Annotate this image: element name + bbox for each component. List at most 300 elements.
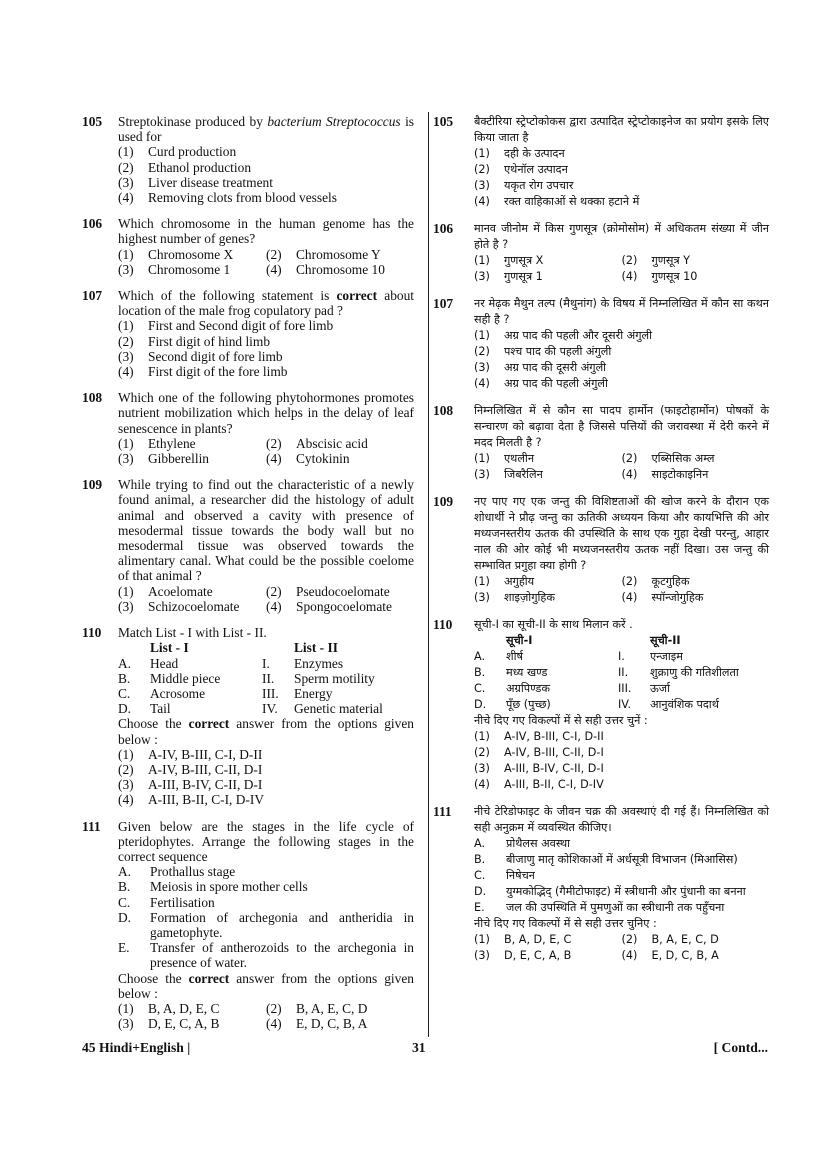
question-number: 111	[433, 804, 452, 819]
question-text: निम्नलिखित में से कौन सा पादप हार्मोन (फाइटोहार्मोन) पोषकों के सन्चारण को बढ़ावा देता है जिससे पत्तियों की जरावस्था में देरी करने में मदद मिलती है ?	[474, 404, 769, 449]
option	[118, 175, 414, 190]
option-text: जिबरैलिन	[504, 468, 543, 481]
spacer	[262, 640, 294, 655]
option-number: (1)	[118, 435, 134, 451]
option	[266, 584, 414, 599]
list-1-heading: List - I	[150, 640, 189, 656]
option-text: A-III, B-II, C-I, D-IV	[504, 778, 604, 791]
list-2-item: शुक्राणु की गतिशीलता	[650, 666, 739, 679]
list-1-item: Acrosome	[150, 685, 206, 701]
option-number: (3)	[118, 261, 134, 277]
question-number: 106	[82, 216, 103, 232]
option-number: (4)	[266, 598, 282, 614]
list-2-key: III.	[618, 682, 632, 695]
option-number: (2)	[621, 254, 638, 267]
list-1-key: A.	[118, 655, 132, 671]
option-number: (4)	[266, 261, 282, 277]
choose-text: Choose the correct answer from the options given below :	[118, 716, 414, 747]
options	[474, 729, 769, 793]
option-number: (3)	[474, 949, 490, 962]
option-number: (1)	[118, 746, 134, 762]
option	[474, 146, 769, 162]
list-row	[474, 649, 769, 665]
sequence-text: युग्मकोद्भिद् (गैमीटोफाइट) में स्त्रीधानी और पुंधानी का बनना	[506, 885, 746, 898]
option-number: (4)	[621, 270, 638, 283]
option	[118, 190, 414, 205]
option-number: (2)	[474, 746, 490, 759]
question-number: 110	[433, 617, 453, 632]
option-text: Second digit of fore limb	[148, 348, 283, 364]
question-108-hi	[433, 403, 769, 483]
option-text: Curd production	[148, 144, 237, 160]
question-text: मानव जीनोम में किस गुणसूत्र (क्रोमोसोम) में अधिकतम संख्या में जीन होते है ?	[474, 222, 769, 251]
option-row	[118, 262, 414, 277]
list-1-key: B.	[474, 666, 486, 679]
question-text: सूची-I का सूची-II के साथ मिलान करें .	[474, 618, 633, 631]
sequence-item	[474, 884, 769, 900]
option-number: (4)	[621, 591, 638, 604]
option	[622, 590, 770, 606]
option-row	[118, 1016, 414, 1031]
list-1-key: D.	[474, 698, 487, 711]
option-number: (2)	[266, 583, 282, 599]
question-111-en	[82, 819, 414, 1032]
sequence-key: C.	[118, 894, 131, 910]
option	[118, 144, 414, 159]
options	[474, 574, 769, 606]
option-text: A-III, B-II, C-I, D-IV	[148, 792, 265, 808]
question-text: नए पाए गए एक जन्तु की विशिष्टताओं की खोज करने के दौरान एक शोधार्थी ने प्रौढ़ जन्तु का ऊतिकी अध्ययन किया और कायभित्ति की ओर मध्यजनस्तरीय ऊतक की उपस्थिति के साथ एक गुहा देखी परन्तु, आहार नाल की ओर कोई भी मध्यजनस्तरीय ऊतक नहीं दिखा। उस जन्तु की सम्भावित प्रगुहा क्या होगी ?	[474, 495, 769, 572]
option-row	[474, 253, 769, 269]
option-number: (4)	[474, 195, 490, 208]
question-text: Which of the following statement is correct about location of the male frog copulatory pad ?	[118, 288, 414, 319]
list-2-item: Enzymes	[294, 655, 344, 671]
list-row	[118, 686, 414, 701]
option	[474, 467, 622, 483]
option	[474, 328, 769, 344]
option-row	[474, 590, 769, 606]
option	[474, 178, 769, 194]
spacer	[618, 633, 650, 649]
option-number: (4)	[118, 364, 134, 380]
option-text: B, A, D, E, C	[504, 933, 572, 946]
sequence-key: B.	[118, 879, 131, 895]
question-number: 107	[82, 288, 103, 304]
sequence-item	[118, 940, 414, 970]
sequence-text: बीजाणु मातृ कोशिकाओं में अर्धसूत्री विभाजन (मिआसिस)	[506, 853, 738, 866]
option	[118, 777, 414, 792]
footer-booklet-code: 45 Hindi+English |	[82, 1040, 191, 1055]
sequence-text: Transfer of antherozoids to the archegonia in presence of water.	[150, 940, 414, 971]
option-text: Liver disease treatment	[148, 174, 273, 190]
page-number: 31	[412, 1040, 426, 1055]
question-number: 108	[433, 403, 454, 418]
option-number: (2)	[621, 575, 638, 588]
sequence-key: A.	[118, 864, 132, 880]
option-number: (1)	[474, 254, 490, 267]
option-text: गुणसूत्र Y	[651, 254, 691, 267]
option-number: (4)	[621, 949, 638, 962]
choose-text: नीचे दिए गए विकल्पों में से सही उत्तर चुनिए :	[474, 917, 657, 930]
option-number: (2)	[118, 333, 134, 349]
option	[118, 792, 414, 807]
sequence-key: E.	[118, 940, 130, 956]
option-number: (3)	[474, 179, 490, 192]
sequence-key: D.	[474, 885, 487, 898]
list-2-item: ऊर्जा	[650, 682, 670, 695]
question-text: While trying to find out the characteristic of a newly found animal, a researcher did the histology of adult animal and observed a cavity with presence of mesodermal tissue towards the body wall but no mesodermal tissue was observed towards the alimentary canal. What could be the possible coelome of that animal ?	[118, 477, 414, 584]
option-row	[474, 467, 769, 483]
option	[474, 360, 769, 376]
question-111-hi	[433, 804, 769, 964]
list-1-item: Middle piece	[150, 670, 221, 686]
question-text: Which chromosome in the human genome has the highest number of genes?	[118, 216, 414, 247]
question-number: 105	[433, 114, 454, 129]
match-table	[474, 633, 769, 713]
option	[622, 253, 770, 269]
list-2-item: Sperm motility	[294, 670, 375, 686]
option-number: (1)	[474, 730, 490, 743]
list-1-key: B.	[118, 670, 131, 686]
option-text: A-III, B-IV, C-II, D-I	[148, 777, 263, 793]
options	[118, 144, 414, 205]
option-text: Cytokinin	[296, 451, 350, 467]
option-text: साइटोकाइनिन	[651, 468, 709, 481]
choose-text: नीचे दिए गए विकल्पों में से सही उत्तर चुनें :	[474, 714, 648, 727]
option-number: (3)	[118, 348, 134, 364]
option	[622, 467, 770, 483]
list-row	[118, 701, 414, 716]
option-row	[474, 948, 769, 964]
option	[266, 247, 414, 262]
option	[118, 349, 414, 364]
option-text: B, A, E, C, D	[296, 1000, 368, 1016]
option-number: (3)	[474, 591, 490, 604]
option-number: (4)	[474, 377, 490, 390]
list-2-key: III.	[262, 685, 279, 701]
options	[474, 253, 769, 285]
list-2-item: आनुवंशिक पदार्थ	[650, 698, 719, 711]
question-109-hi	[433, 494, 769, 606]
list-header	[474, 633, 769, 649]
option	[474, 590, 622, 606]
list-1-item: शीर्ष	[506, 650, 523, 663]
option	[474, 948, 622, 964]
option-text: Ethanol production	[148, 159, 252, 175]
spacer	[118, 640, 150, 655]
option-text: यकृत रोग उपचार	[504, 179, 574, 192]
list-row	[118, 671, 414, 686]
english-column	[82, 114, 414, 1042]
option-text: Ethylene	[148, 435, 196, 451]
option-text: दही के उत्पादन	[504, 147, 565, 160]
option-number: (2)	[621, 452, 638, 465]
option	[622, 269, 770, 285]
question-105-en	[82, 114, 414, 205]
option-number: (4)	[621, 468, 638, 481]
option-text: Spongocoelomate	[296, 598, 392, 614]
sequence-text: जल की उपस्थिति में पुमणुओं का स्त्रीधानी तक पहुँचना	[506, 901, 725, 914]
option-text: Chromosome Y	[296, 246, 381, 262]
sequence-text: Prothallus stage	[150, 864, 236, 880]
list-2-item: Genetic material	[294, 701, 383, 717]
question-109-en	[82, 477, 414, 614]
option-text: E, D, C, B, A	[651, 949, 719, 962]
question-text: Streptokinase produced by bacterium Streptococcus is used for	[118, 114, 414, 145]
option-number: (2)	[621, 933, 638, 946]
option	[118, 262, 266, 277]
question-110-hi	[433, 617, 769, 793]
list-2-key: I.	[262, 655, 270, 671]
option-row	[118, 1001, 414, 1016]
sequence-item	[118, 895, 414, 910]
option-text: Gibberellin	[148, 451, 209, 467]
option-number: (4)	[266, 451, 282, 467]
option	[118, 160, 414, 175]
question-number: 105	[82, 114, 103, 129]
sequence-text: Meiosis in spore mother cells	[150, 879, 308, 895]
option-text: एब्सिसिक अम्ल	[651, 452, 715, 465]
option-number: (1)	[474, 575, 490, 588]
option-text: गुणसूत्र X	[504, 254, 544, 267]
option-text: A-IV, B-III, C-I, D-II	[148, 746, 263, 762]
list-2-item: Energy	[294, 685, 333, 701]
option-number: (4)	[266, 1016, 282, 1032]
option-number: (2)	[474, 163, 490, 176]
option-text: D, E, C, A, B	[148, 1016, 220, 1032]
list-2-key: II.	[262, 670, 275, 686]
option-text: गुणसूत्र 1	[504, 270, 543, 283]
question-text: Given below are the stages in the life cycle of pteridophytes. Arrange the following stages in the correct sequence	[118, 818, 414, 864]
sequence-text: Fertilisation	[150, 894, 215, 910]
option-number: (2)	[118, 159, 134, 175]
option-text: शाइज़ोगुहिक	[504, 591, 555, 604]
option-row	[118, 584, 414, 599]
options	[118, 1001, 414, 1031]
option-text: अगुहीय	[504, 575, 535, 588]
option	[474, 574, 622, 590]
option	[474, 745, 769, 761]
list-1-heading: सूची-I	[506, 634, 533, 647]
list-1-key: C.	[118, 685, 131, 701]
option-number: (4)	[474, 778, 490, 791]
option-text: रक्त वाहिकाओं से थक्का हटाने में	[504, 195, 640, 208]
question-number: 111	[82, 818, 101, 834]
list-1-item: Head	[150, 655, 179, 671]
question-text: नीचे टेरिडोफाइट के जीवन चक्र की अवस्थाएं दी गई हैं। निम्नलिखित को सही अनुक्रम में व्यवस्थित कीजिए।	[474, 805, 769, 834]
option-text: E, D, C, B, A	[296, 1016, 368, 1032]
option-number: (3)	[118, 174, 134, 190]
option-number: (1)	[118, 318, 134, 334]
option	[474, 777, 769, 793]
option-text: Abscisic acid	[296, 435, 368, 451]
sequence-key: B.	[474, 853, 486, 866]
options	[118, 247, 414, 277]
option-row	[474, 269, 769, 285]
option-text: कूटगुहिक	[651, 575, 690, 588]
options	[474, 932, 769, 964]
page-footer	[82, 1040, 768, 1060]
sequence-text: निषेचन	[506, 869, 535, 882]
option-text: D, E, C, A, B	[504, 949, 572, 962]
sequence-item	[474, 868, 769, 884]
options	[118, 436, 414, 466]
option-number: (3)	[474, 361, 490, 374]
option	[266, 436, 414, 451]
option-text: Pseudocoelomate	[296, 583, 390, 599]
option-number: (1)	[118, 246, 134, 262]
option	[118, 364, 414, 379]
option-text: पश्च पाद की पहली अंगुली	[504, 345, 612, 358]
question-110-en	[82, 625, 414, 807]
option-number: (4)	[118, 190, 134, 206]
option	[474, 451, 622, 467]
option-row	[118, 247, 414, 262]
option-text: A-IV, B-III, C-I, D-II	[504, 730, 604, 743]
option-number: (3)	[474, 468, 490, 481]
option-number: (1)	[118, 1000, 134, 1016]
option-text: A-IV, B-III, C-II, D-I	[504, 746, 604, 759]
sequence-item	[118, 879, 414, 894]
list-2-item: एन्जाइम	[650, 650, 683, 663]
option-number: (1)	[118, 583, 134, 599]
question-number: 106	[433, 221, 454, 236]
question-text: Match List - I with List - II.	[118, 625, 267, 641]
list-2-heading: List - II	[294, 640, 338, 656]
sequence-key: D.	[118, 909, 132, 925]
options	[118, 584, 414, 614]
option-number: (3)	[118, 598, 134, 614]
list-1-item: अग्रपिण्डक	[506, 682, 551, 695]
question-number: 108	[82, 390, 103, 406]
option	[266, 1001, 414, 1016]
option-number: (1)	[474, 452, 490, 465]
question-number: 110	[82, 625, 102, 641]
list-2-key: IV.	[262, 701, 278, 717]
option-text: एथलीन	[504, 452, 535, 465]
option-row	[118, 451, 414, 466]
sequence-key: C.	[474, 869, 486, 882]
option	[118, 599, 266, 614]
option-text: स्पॉन्जोगुहिक	[651, 591, 704, 604]
option-number: (3)	[474, 762, 490, 775]
option	[474, 932, 622, 948]
list-header	[118, 640, 414, 655]
options	[118, 318, 414, 379]
spacer	[474, 633, 506, 649]
option-number: (3)	[118, 1016, 134, 1032]
list-1-key: D.	[118, 701, 132, 717]
options	[474, 146, 769, 210]
option	[622, 574, 770, 590]
option	[118, 747, 414, 762]
option-number: (1)	[474, 933, 490, 946]
option-number: (2)	[266, 246, 282, 262]
option-row	[118, 599, 414, 614]
list-1-key: A.	[474, 650, 486, 663]
question-number: 109	[82, 477, 103, 493]
option-text: गुणसूत्र 10	[651, 270, 698, 283]
question-107-en	[82, 288, 414, 379]
question-106-en	[82, 216, 414, 277]
option	[474, 269, 622, 285]
option-text: Chromosome X	[148, 246, 234, 262]
list-2-key: IV.	[618, 698, 632, 711]
option	[118, 247, 266, 262]
list-row	[474, 697, 769, 713]
option-row	[118, 436, 414, 451]
option	[474, 162, 769, 178]
question-text: नर मेढ़क मैथुन तल्प (मैथुनांग) के विषय में निम्नलिखित में कौन सा कथन सही है ?	[474, 297, 769, 326]
option	[118, 451, 266, 466]
sequence-item	[118, 864, 414, 879]
option-number: (4)	[118, 792, 134, 808]
list-1-key: C.	[474, 682, 486, 695]
option-text: B, A, D, E, C	[148, 1000, 220, 1016]
list-1-item: मध्य खण्ड	[506, 666, 548, 679]
list-2-key: II.	[618, 666, 629, 679]
option	[474, 253, 622, 269]
question-108-en	[82, 390, 414, 466]
option-text: एथेनॉल उत्पादन	[504, 163, 568, 176]
option-number: (3)	[118, 777, 134, 793]
sequence-text: Formation of archegonia and antheridia in gametophyte.	[150, 909, 414, 940]
list-1-item: पूँछ (पुच्छ)	[506, 698, 551, 711]
question-number: 107	[433, 296, 454, 311]
option-text: Schizocoelomate	[148, 598, 240, 614]
option	[474, 376, 769, 392]
list-1-item: Tail	[150, 701, 171, 717]
sequence-key: A.	[474, 837, 486, 850]
option	[118, 318, 414, 333]
option-text: Chromosome 10	[296, 261, 385, 277]
option-number: (2)	[266, 435, 282, 451]
footer-contd: [ Contd...	[713, 1040, 768, 1055]
column-divider	[428, 112, 429, 1037]
choose-text: Choose the correct answer from the options given below :	[118, 970, 414, 1001]
question-text: Which one of the following phytohormones promotes nutrient mobilization which helps in the delay of leaf senescence in plants?	[118, 390, 414, 436]
option-number: (1)	[474, 329, 490, 342]
option	[118, 436, 266, 451]
option	[266, 599, 414, 614]
option	[118, 1016, 266, 1031]
option	[266, 451, 414, 466]
option	[474, 761, 769, 777]
question-106-hi	[433, 221, 769, 285]
sequence-item	[474, 852, 769, 868]
option-text: A-III, B-IV, C-II, D-I	[504, 762, 604, 775]
option-text: अग्र पाद की पहली अंगुली	[504, 377, 608, 390]
match-table	[118, 640, 414, 716]
option	[266, 1016, 414, 1031]
option-number: (1)	[474, 147, 490, 160]
option-number: (2)	[474, 345, 490, 358]
sequence-list	[474, 836, 769, 916]
option-row	[474, 451, 769, 467]
list-row	[474, 681, 769, 697]
option-text: A-IV, B-III, C-II, D-I	[148, 761, 263, 777]
option	[474, 194, 769, 210]
hindi-column	[433, 114, 769, 975]
options	[474, 328, 769, 392]
question-text: बैक्टीरिया स्ट्रेप्टोकोकस द्वारा उत्पादित स्ट्रेप्टोकाइनेज का प्रयोग इसके लिए किया जाता है	[474, 115, 769, 144]
option-number: (3)	[474, 270, 490, 283]
list-row	[474, 665, 769, 681]
option	[622, 932, 770, 948]
option-row	[474, 574, 769, 590]
sequence-text: प्रोथैलस अवस्था	[506, 837, 571, 850]
option	[118, 762, 414, 777]
